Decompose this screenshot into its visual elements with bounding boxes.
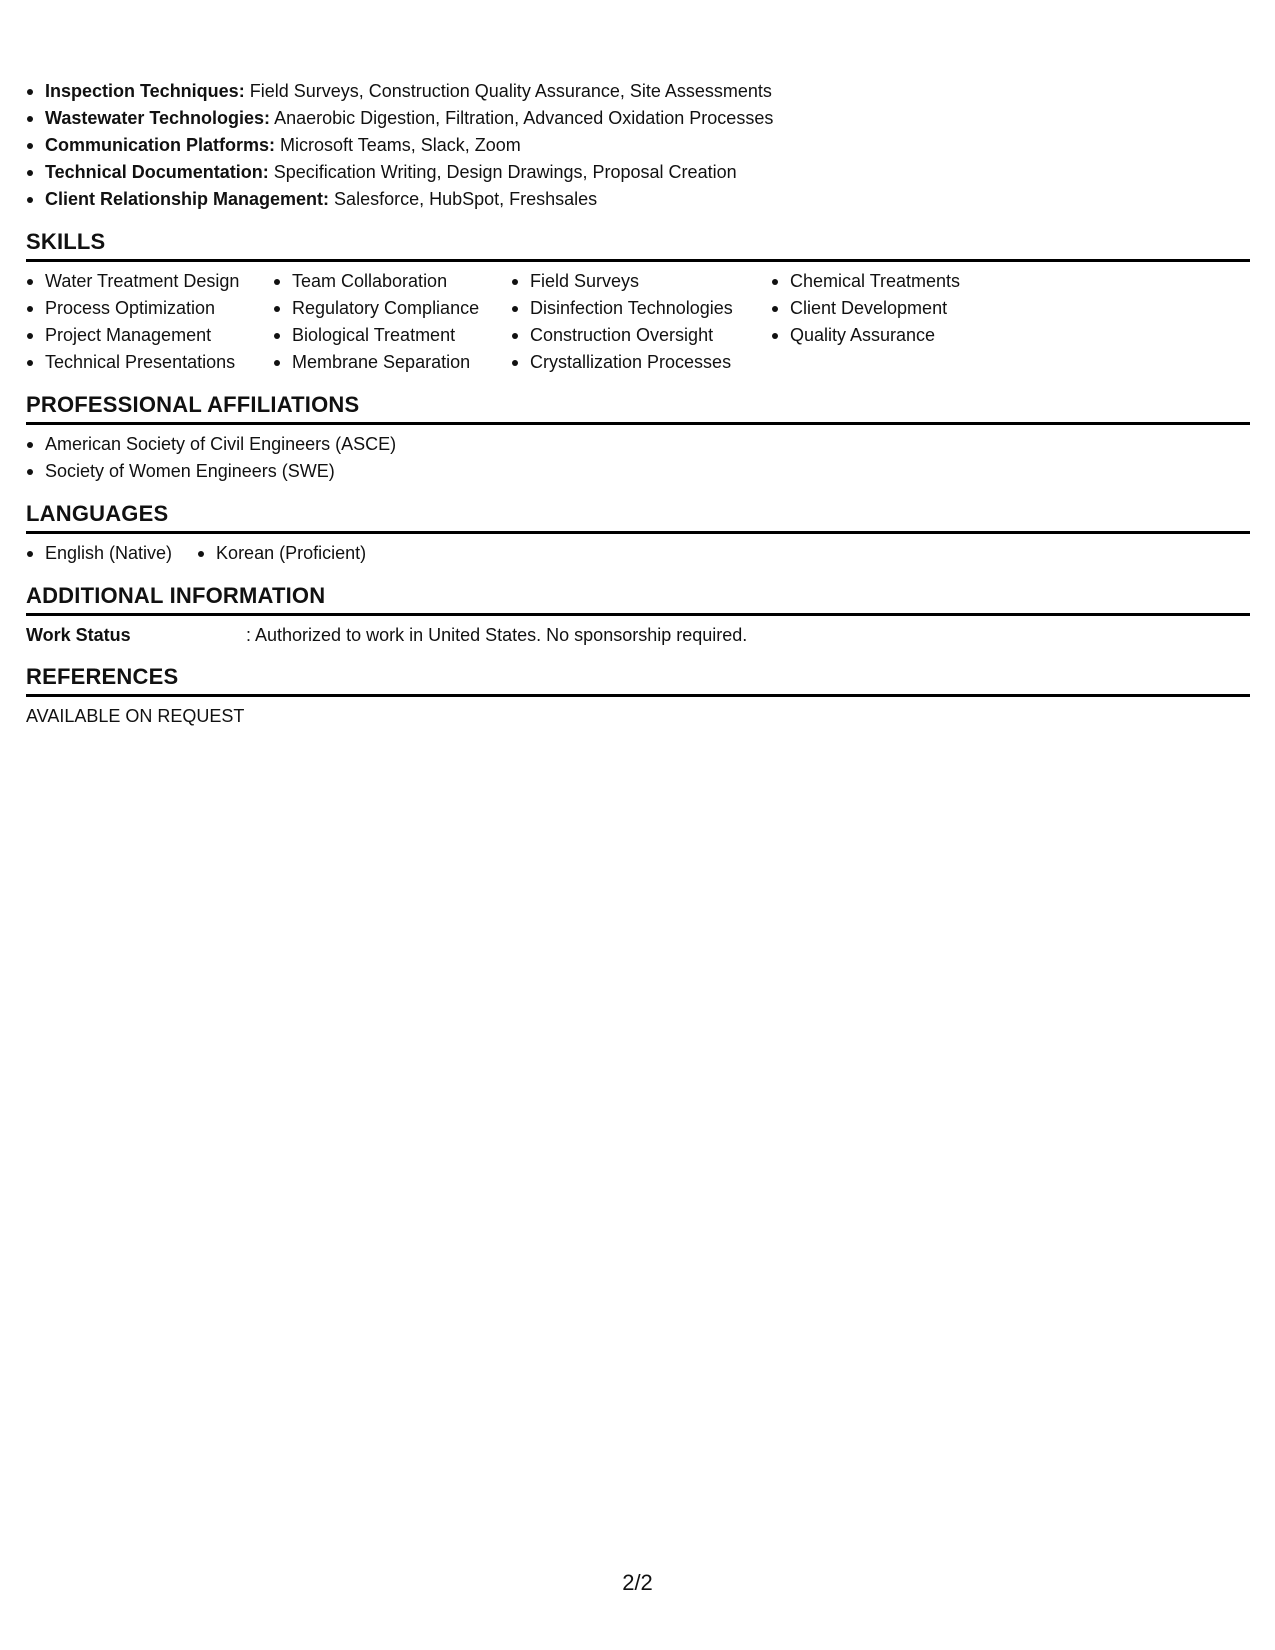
skills-columns [26, 268, 1250, 376]
language-item: English (Native) [26, 540, 172, 567]
languages-list [26, 540, 1250, 567]
skill-item: Client Development [771, 295, 1031, 322]
languages-section [26, 501, 1250, 567]
affiliation-item: Society of Women Engineers (SWE) [26, 458, 1250, 485]
list-item [26, 78, 1250, 105]
skill-item: Chemical Treatments [771, 268, 1031, 295]
skill-item: Process Optimization [26, 295, 273, 322]
affiliation-item: American Society of Civil Engineers (ASCE) [26, 431, 1250, 458]
skill-item: Technical Presentations [26, 349, 273, 376]
skill-item: Disinfection Technologies [511, 295, 771, 322]
tool-term: Wastewater Technologies: [45, 108, 271, 128]
tool-value: Microsoft Teams, Slack, Zoom [280, 135, 521, 155]
list-item [26, 132, 1250, 159]
skills-section [26, 229, 1250, 376]
skill-item: Crystallization Processes [511, 349, 771, 376]
resume-page [26, 78, 1250, 729]
skill-item: Team Collaboration [273, 268, 511, 295]
section-title-references: REFERENCES [26, 664, 1250, 697]
list-item [26, 159, 1250, 186]
skills-column [26, 268, 273, 376]
tool-value: Anaerobic Digestion, Filtration, Advanced Oxidation Processes [274, 108, 774, 128]
list-item [26, 186, 1250, 213]
references-text: AVAILABLE ON REQUEST [26, 706, 245, 726]
skill-item: Quality Assurance [771, 322, 1031, 349]
tool-term: Communication Platforms: [45, 135, 276, 155]
additional-information-section [26, 583, 1250, 648]
skills-column [771, 268, 1031, 376]
tool-term: Client Relationship Management: [45, 189, 330, 209]
work-status-label: Work Status [26, 625, 131, 645]
page-number: 2/2 [622, 1570, 653, 1595]
skills-column [273, 268, 511, 376]
tool-value: Salesforce, HubSpot, Freshsales [334, 189, 598, 209]
language-item: Korean (Proficient) [197, 540, 366, 567]
section-title-languages: LANGUAGES [26, 501, 1250, 534]
skill-item: Water Treatment Design [26, 268, 273, 295]
affiliations-list [26, 431, 1250, 485]
work-status-value: : Authorized to work in United States. No sponsorship required. [246, 625, 748, 645]
section-title-skills: SKILLS [26, 229, 1250, 262]
tool-term: Inspection Techniques: [45, 81, 245, 101]
skills-column [511, 268, 771, 376]
section-title-affiliations: PROFESSIONAL AFFILIATIONS [26, 392, 1250, 425]
references-section [26, 664, 1250, 729]
skill-item: Construction Oversight [511, 322, 771, 349]
skill-item: Regulatory Compliance [273, 295, 511, 322]
skill-item: Membrane Separation [273, 349, 511, 376]
skill-item: Project Management [26, 322, 273, 349]
skill-item: Biological Treatment [273, 322, 511, 349]
list-item [26, 105, 1250, 132]
tool-term: Technical Documentation: [45, 162, 269, 182]
affiliations-section [26, 392, 1250, 485]
tools-list [26, 78, 1250, 213]
skill-item: Field Surveys [511, 268, 771, 295]
tool-value: Specification Writing, Design Drawings, Proposal Creation [273, 162, 737, 182]
work-status-row [26, 622, 1250, 648]
tool-value: Field Surveys, Construction Quality Assurance, Site Assessments [249, 81, 772, 101]
section-title-additional-information: ADDITIONAL INFORMATION [26, 583, 1250, 616]
